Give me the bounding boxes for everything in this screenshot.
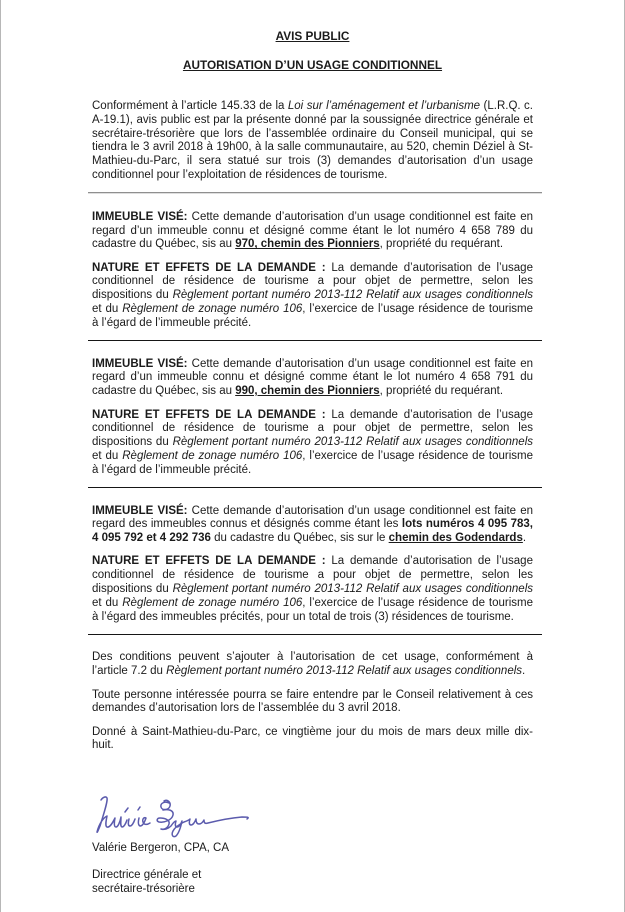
text-run: et du [92,449,123,462]
text-run: Règlement de zonage numéro 106 [122,303,303,316]
text-run: Règlement portant numéro 2013-112 Relatif aux usages conditionnels [172,436,533,449]
text-run: chemin des Godendards [388,532,523,545]
intro-paragraph [92,100,533,183]
text-run: Toute personne intéressée pourra se faire entendre par le Conseil relativement à ces demandes d’autorisation lors de l’assemblée du 3 avril 2018. [92,688,533,715]
text-run: IMMEUBLE VISÉ: [92,504,188,517]
text-run: Règlement de zonage numéro 106 [122,596,303,609]
text-run: Règlement portant numéro 2013-112 Relatif aux usages conditionnels [172,583,533,596]
text-run: , l’exercice de l’usage résidence de tourisme à l’égard de l’immeuble précité. [92,303,533,329]
text-run: La demande d’autorisation de l’usage conditionnel de résidence de tourisme a pour objet de permettre, selon les dispositions du [92,408,533,449]
text-run: La demande d’autorisation de l’usage conditionnel de résidence de tourisme a pour objet de permettre, selon les dispositions du [92,555,533,596]
immeuble-vise-2 [92,358,533,399]
text-run: , propriété du requérant. [379,385,504,398]
section-divider-2 [88,487,542,488]
text-run: Donné à Saint-Mathieu-du-Parc, ce vingtième jour du mois de mars deux mille dix-huit. [92,725,533,752]
text-run: et du [92,303,123,316]
text-run: Conformément à l’article 145.33 de la [92,100,288,112]
text-run: . [522,665,526,678]
text-run: Cette demande d’autorisation d’un usage conditionnel est faite en regard d’un immeuble connu et désigné comme étant le lot numéro 4 658 791 du cadastre du Québec, sis au [92,357,533,398]
text-run: Règlement portant numéro 2013-112 Relatif aux usages conditionnels [172,289,533,302]
text-run: Règlement de zonage numéro 106 [122,449,303,462]
date-paragraph [92,726,533,754]
text-run: Règlement portant numéro 2013-112 Relatif aux usages conditionnels [166,665,523,678]
signatory-role [92,869,533,897]
doc-body [92,100,533,753]
signatory-name: Valérie Bergeron, CPA, CA [92,842,229,855]
doc-subtitle: AUTORISATION D’UN USAGE CONDITIONNEL [182,58,443,72]
text-run: lots numéros 4 095 783, 4 095 792 et 4 292 736 [92,518,534,545]
text-run: 970, chemin des Pionniers [235,238,380,251]
signatory-role-line2: secrétaire-trésorière [92,882,195,895]
section-divider-1 [88,340,542,341]
signature-block [92,793,533,896]
nature-effets-2 [92,409,533,478]
doc-title: AVIS PUBLIC [275,29,350,43]
text-run: (L.R.Q. c. A-19.1), avis public est par la présente donné par la soussignée directrice générale et secrétaire-trésorière que lors de l’assemblée ordinaire du Conseil municipal, qui se tiendra le 3 avril 2018 à 19h00, à la salle communautaire, au 520, chemin Déziel à St-Mathieu-du-Parc, il sera statué sur trois (3) demandes d’autorisation d’un usage conditionnel pour l’exploitation de résidences de tourisme. [92,100,533,181]
text-run: Cette demande d’autorisation d’un usage conditionnel est faite en regard des immeubles connus et désignés comme étant les [92,504,533,531]
text-run: , l’exercice de l’usage résidence de tourisme à l’égard de l’immeuble précité. [92,449,533,476]
nature-effets-3 [92,555,533,624]
text-run: NATURE ET EFFETS DE LA DEMANDE : [92,408,326,421]
text-run: du cadastre du Québec, sis sur le [210,532,389,545]
audience-paragraph [92,689,533,717]
text-run: Cette demande d’autorisation d’un usage conditionnel est faite en regard d’un immeuble connu et désigné comme étant le lot numéro 4 658 789 du cadastre du Québec, sis au [92,210,533,251]
text-run: La demande d’autorisation de l’usage conditionnel de résidence de tourisme a pour objet de permettre, selon les dispositions du [92,261,533,302]
text-run: et du [92,596,123,609]
text-run: , l’exercice de l’usage résidence de tourisme à l’égard des immeubles précités, pour un total de trois (3) résidences de tourisme. [92,596,533,623]
signature-stroke [97,797,248,837]
conditions-paragraph [92,651,533,679]
text-run: 990, chemin des Pionniers [235,385,380,398]
text-run: IMMEUBLE VISÉ: [92,357,188,370]
immeuble-vise-3 [92,505,533,546]
signatory-role-line1: Directrice générale et [92,868,202,881]
section-divider-3 [88,634,542,635]
text-run: , propriété du requérant. [379,238,504,251]
text-run: IMMEUBLE VISÉ: [92,210,188,223]
text-run: . [522,532,527,545]
text-run: NATURE ET EFFETS DE LA DEMANDE : [92,555,326,568]
intro-divider [88,192,542,194]
text-run: Des conditions peuvent s’ajouter à l’autorisation de cet usage, conformément à l’article 7.2 du [92,651,533,678]
nature-effets-1 [92,262,533,331]
text-run: NATURE ET EFFETS DE LA DEMANDE : [92,261,326,274]
text-run: Loi sur l’aménagement et l’urbanisme [287,100,481,112]
document-content [92,0,533,897]
immeuble-vise-1 [92,211,533,252]
signature-image [94,793,269,839]
